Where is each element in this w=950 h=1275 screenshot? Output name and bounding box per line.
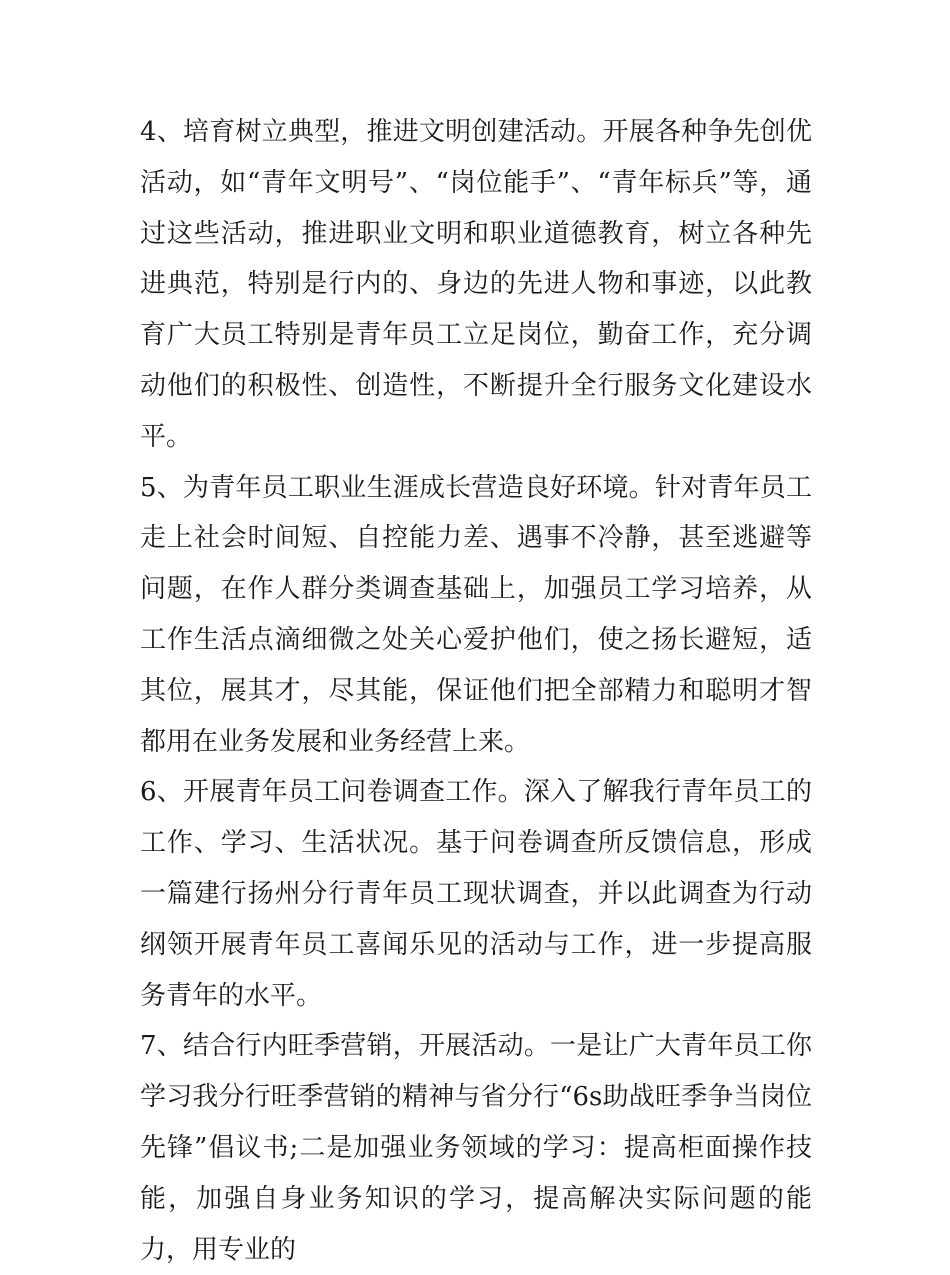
paragraph-4: 4、培育树立典型，推进文明创建活动。开展各种争先创优活动，如“青年文明号”、“岗位能手”、“青年标兵”等，通过这些活动，推进职业文明和职业道德教育，树立各种先进典范，特别是行内的、身边的先进人物和事迹，以此教育广大员工特别是青年员工立足岗位，勤奋工作，充分调动他们的积极性、创造性，不断提升全行服务文化建设水平。 — [140, 117, 812, 452]
paragraph-5: 5、为青年员工职业生涯成长营造良好环境。针对青年员工走上社会时间短、自控能力差、遇事不冷静，甚至逃避等问题，在作人群分类调查基础上，加强员工学习培养，从工作生活点滴细微之处关心爱护他们，使之扬长避短，适其位，展其才，尽其能，保证他们把全部精力和聪明才智都用在业务发展和业务经营上来。 — [140, 472, 812, 757]
paragraph-7: 7、结合行内旺季营销，开展活动。一是让广大青年员工你学习我分行旺季营销的精神与省分行“6s助战旺季争当岗位先锋”倡议书;二是加强业务领域的学习：提高柜面操作技能，加强自身业务知识的学习，提高解决实际问题的能力，用专业的 — [140, 1031, 812, 1265]
document-body — [140, 107, 812, 1275]
paragraph-6: 6、开展青年员工问卷调查工作。深入了解我行青年员工的工作、学习、生活状况。基于问卷调查所反馈信息，形成一篇建行扬州分行青年员工现状调查，并以此调查为行动纲领开展青年员工喜闻乐见的活动与工作，进一步提高服务青年的水平。 — [140, 777, 812, 1011]
